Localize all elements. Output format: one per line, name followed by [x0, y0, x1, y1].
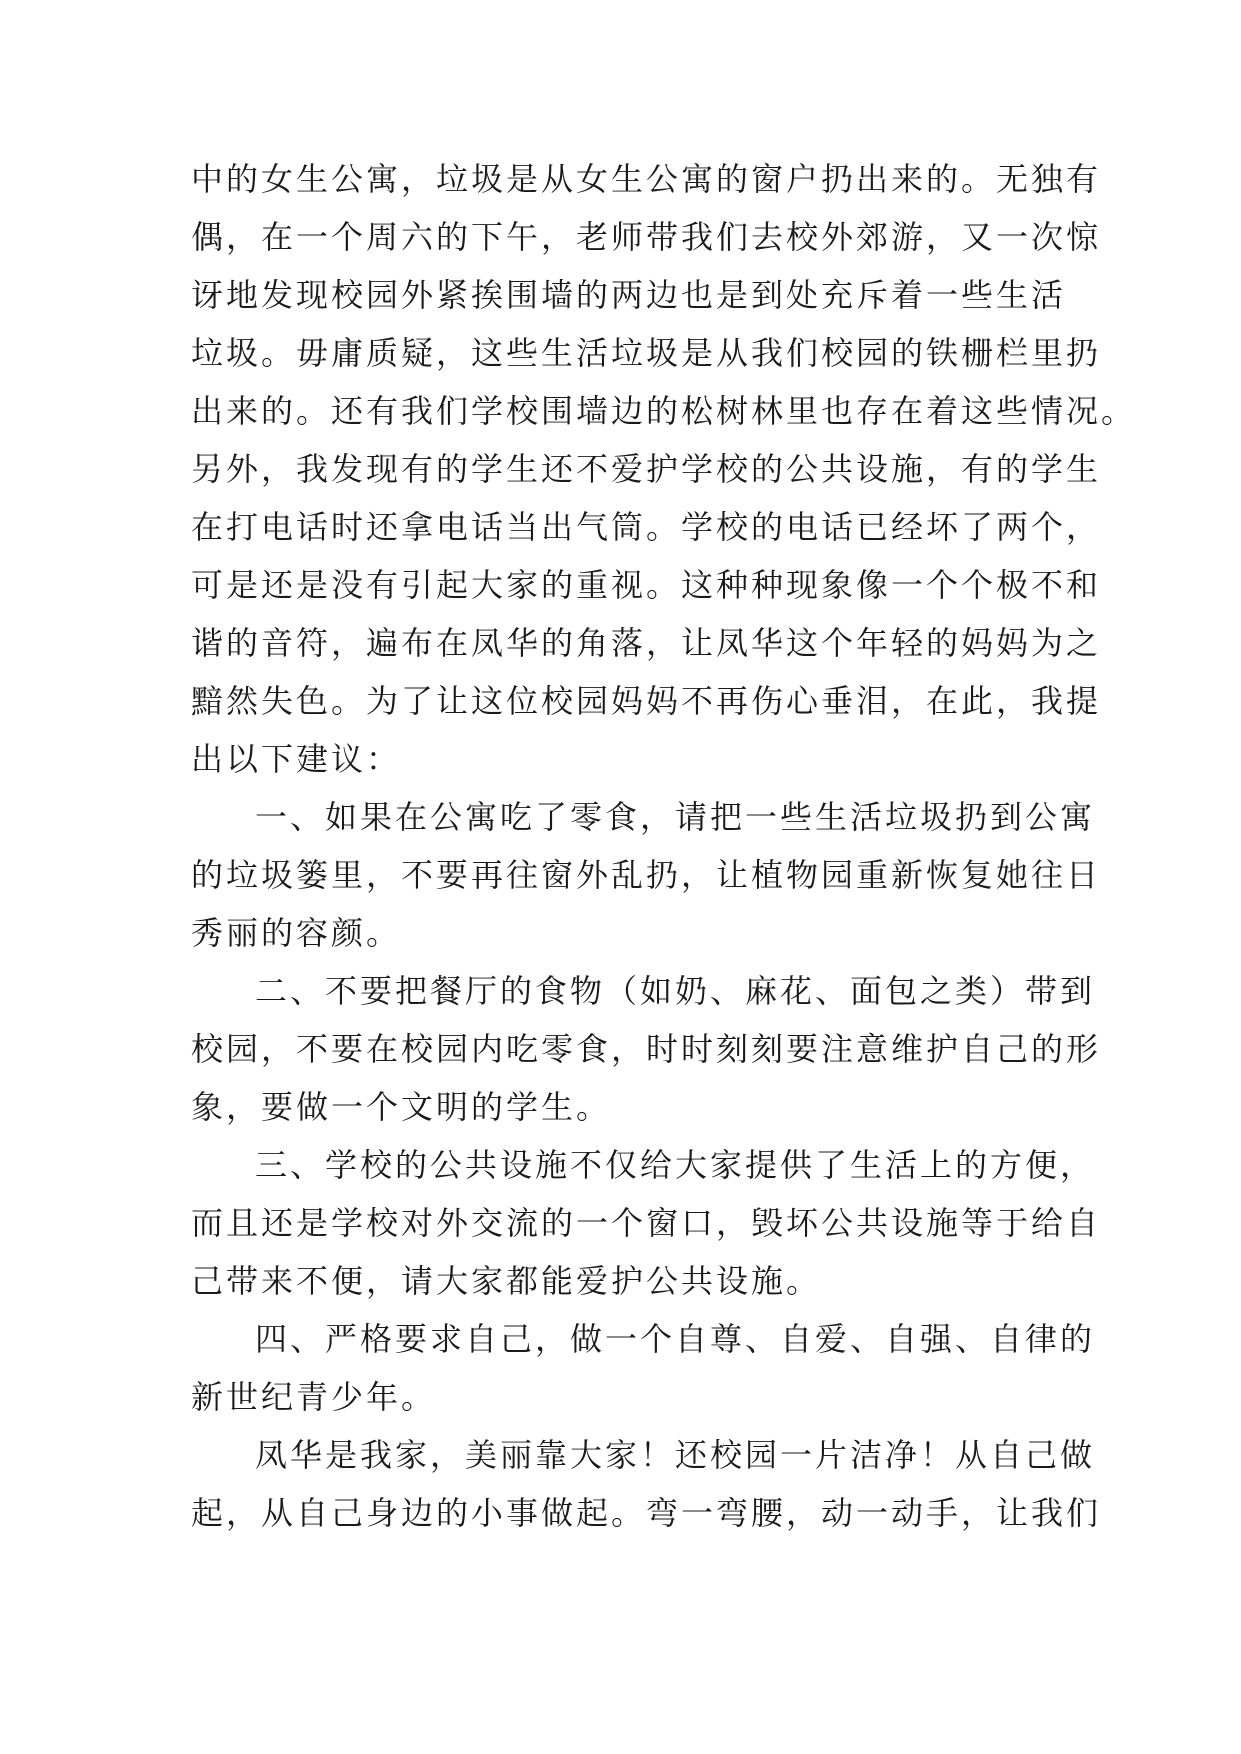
text-line: 而且还是学校对外交流的一个窗口，毁坏公共设施等于给自: [191, 1204, 1102, 1242]
document-body: [191, 150, 1137, 1542]
text-line: 黯然失色。为了让这位校园妈妈不再伤心垂泪，在此，我提: [191, 682, 1102, 720]
text-line: 四、严格要求自己，做一个自尊、自爱、自强、自律的: [255, 1320, 1096, 1358]
text-line: 讶地发现校园外紧挨围墙的两边也是到处充斥着一些生活: [191, 276, 1067, 314]
text-line: 象，要做一个文明的学生。: [191, 1088, 612, 1126]
text-line: 新世纪青少年。: [191, 1378, 437, 1416]
text-line: 出来的。还有我们学校围墙边的松树林里也存在着这些情况。: [191, 392, 1137, 430]
text-line: 秀丽的容颜。: [191, 914, 402, 952]
text-line: 偶，在一个周六的下午，老师带我们去校外郊游，又一次惊: [191, 218, 1102, 256]
text-line: 三、学校的公共设施不仅给大家提供了生活上的方便，: [255, 1146, 1096, 1184]
text-line: 可是还是没有引起大家的重视。这种种现象像一个个极不和: [191, 566, 1102, 604]
text-line: 己带来不便，请大家都能爱护公共设施。: [191, 1262, 822, 1300]
text-line: 二、不要把餐厅的食物（如奶、麻花、面包之类）带到: [255, 972, 1096, 1010]
text-line: 起，从自己身边的小事做起。弯一弯腰，动一动手，让我们: [191, 1494, 1102, 1532]
text-line: 一、如果在公寓吃了零食，请把一些生活垃圾扔到公寓: [255, 798, 1096, 836]
text-line: 中的女生公寓，垃圾是从女生公寓的窗户扔出来的。无独有: [191, 160, 1102, 198]
text-line: 在打电话时还拿电话当出气筒。学校的电话已经坏了两个，: [191, 508, 1102, 546]
text-line: 的垃圾篓里，不要再往窗外乱扔，让植物园重新恢复她往日: [191, 856, 1102, 894]
text-line: 另外，我发现有的学生还不爱护学校的公共设施，有的学生: [191, 450, 1102, 488]
text-line: 校园，不要在校园内吃零食，时时刻刻要注意维护自己的形: [191, 1030, 1102, 1068]
text-line: 谐的音符，遍布在凤华的角落，让凤华这个年轻的妈妈为之: [191, 624, 1102, 662]
text-line: 凤华是我家，美丽靠大家！还校园一片洁净！从自己做: [255, 1436, 1096, 1474]
text-line: 出以下建议：: [191, 740, 402, 778]
text-line: 垃圾。毋庸质疑，这些生活垃圾是从我们校园的铁栅栏里扔: [191, 334, 1102, 372]
